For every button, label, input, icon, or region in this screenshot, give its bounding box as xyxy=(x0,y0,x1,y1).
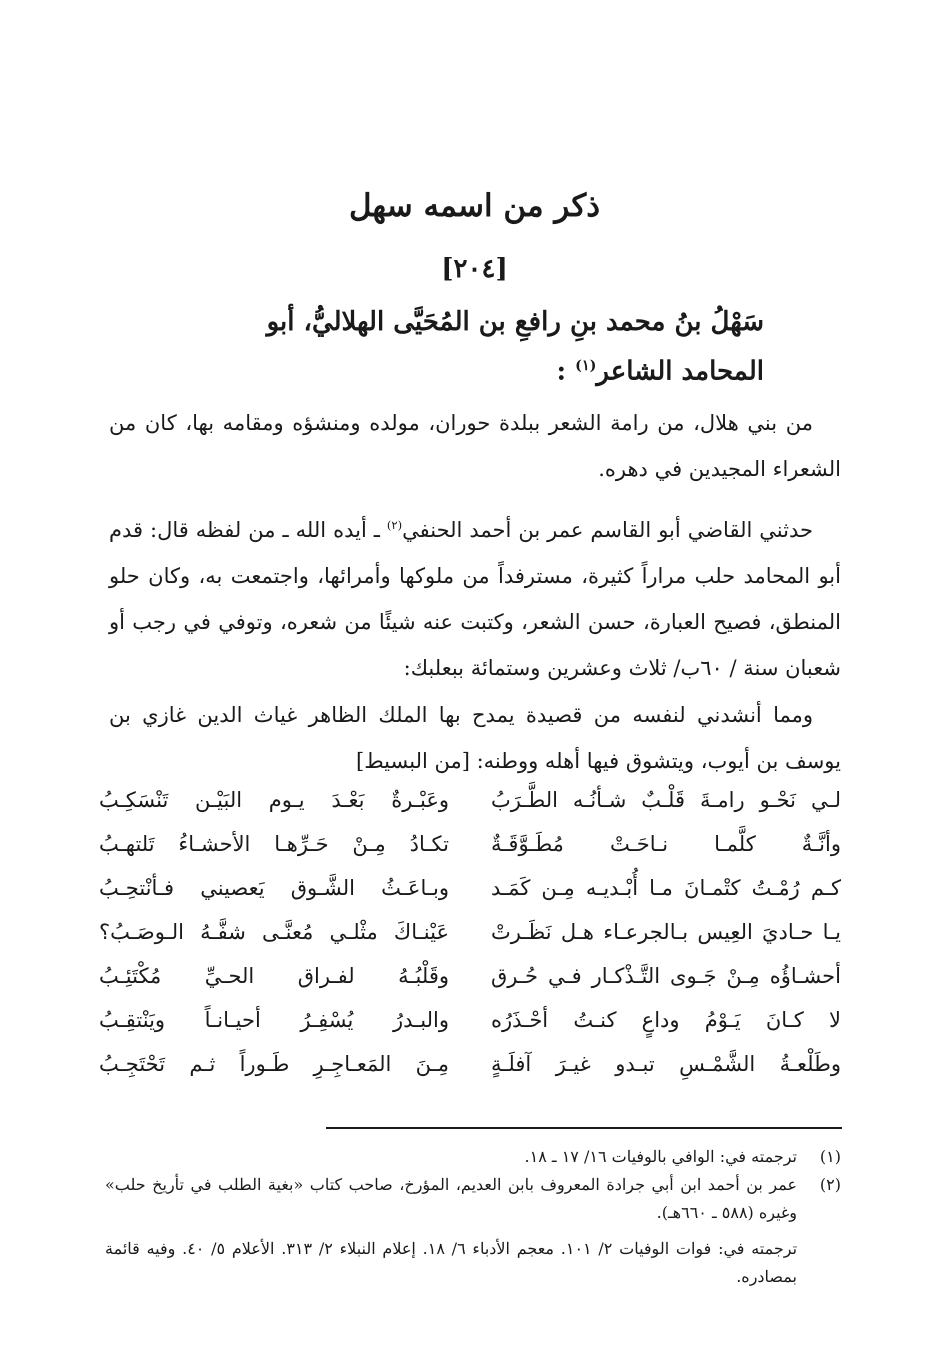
verse-first-hemistich: لـي نَحْـو رامـةَ قَلْـبٌ شـأنُـه الطَّـرَبُ xyxy=(491,788,841,812)
verse-first-hemistich: يـا حـاديَ العِيس بـالجرعـاء هـل نَظَـرتْ xyxy=(491,920,841,944)
verse-first-hemistich: أحشـاؤُه مِـنْ جَـوى التَّـذْكـار فـي حُـرق xyxy=(491,964,841,988)
footnotes xyxy=(105,1143,841,1291)
poem-verse xyxy=(99,1042,841,1086)
entry-heading xyxy=(184,300,764,394)
poem-verse xyxy=(99,910,841,954)
paragraph-narration xyxy=(109,502,841,691)
paragraph-narration-start: حدثني القاضي أبو القاسم عمر بن أحمد الحنفي xyxy=(402,518,813,542)
verse-second-hemistich: مِـنَ المَعـاجِـرِ طَـوراً ثـم تَحْتَجِـبُ xyxy=(99,1052,449,1076)
poem-verse xyxy=(99,778,841,822)
poem-verse xyxy=(99,822,841,866)
verse-first-hemistich: وأنَّـةٌ كلَّمـا نـاحَـتْ مُطَـوَّقَـةٌ xyxy=(491,832,841,856)
entry-number: [٢٠٤] xyxy=(441,254,508,284)
verse-second-hemistich: وقَلْبُـهُ لفـراق الحـيِّ مُكْتَئِـبُ xyxy=(99,964,449,988)
footnote xyxy=(105,1171,841,1227)
paragraph-poem-intro: ومما أنشدني لنفسه من قصيدة يمدح بها الملك الظاهر غياث الدين غازي بن يوسف بن أيوب، ويتشوق فيها أهله ووطنه: [من البسيط] xyxy=(109,703,841,773)
poem-verse xyxy=(99,866,841,910)
paragraph-narration-rest: ـ أيده الله ـ من لفظه قال: قدم أبو المحامد حلب مراراً كثيرة، مسترفداً من ملوكها وأمرائها، واجتمعت به، وكان حلو المنطق، فصيح العبارة، حسن الشعر، وكتبت عنه شيئًا من شعره، وتوفي في رجب أو شعبان سنة / ٦٠ب/ ثلاث وعشرين وستمائة ببعلبك: xyxy=(109,518,841,680)
paragraph-origin: من بني هلال، من رامة الشعر ببلدة حوران، مولده ومنشؤه ومقامه بها، كان من الشعراء المجيدين في دهره. xyxy=(109,411,841,481)
footnote-continuation: ترجمته في: فوات الوفيات ٢/ ١٠١. معجم الأدباء ٦/ ١٨. إعلام النبلاء ٢/ ٣١٣. الأعلام ٥/ ٤٠. وفيه قائمة بمصادره. xyxy=(105,1239,798,1286)
footnote-divider xyxy=(326,1127,842,1129)
section-title: ذكر من اسمه سهل xyxy=(348,188,601,224)
verse-second-hemistich: تكـادُ مِـنْ حَـرِّهـا الأحشـاءُ تَلتهـبُ xyxy=(99,832,449,856)
poem xyxy=(99,778,841,1086)
poem-verse xyxy=(99,998,841,1042)
footnote-ref-1[interactable]: (١) xyxy=(575,358,597,374)
entry-heading-text: سَهْلُ بنُ محمد بنِ رافعِ بن المُحَيَّى الهلاليُّ، أبو المحامد الشاعر xyxy=(266,307,764,387)
verse-second-hemistich: وبـاعَـثُ الشَّـوق يَعصيني فـأنْتحِـبُ xyxy=(99,876,449,900)
footnote-ref-2[interactable]: (٢) xyxy=(386,518,403,532)
verse-first-hemistich: كـم رُمْـتُ كتْمـانَ مـا أُبْـديـه مِـن كَمَـد xyxy=(491,876,841,900)
footnote-number: (٢) xyxy=(819,1175,841,1194)
footnote xyxy=(105,1143,841,1171)
footnote-number: (١) xyxy=(819,1147,841,1166)
footnote-text: عمر بن أحمد ابن أبي جرادة المعروف بابن العديم، المؤرخ، صاحب كتاب «بغية الطلب في تأريخ حلب» وغيره (٥٨٨ ـ ٦٦٠هـ). xyxy=(105,1175,797,1222)
poem-verse xyxy=(99,954,841,998)
verse-first-hemistich: وطَلْعـةُ الشَّمْـسِ تبـدو غيـرَ آفلَـةٍ xyxy=(491,1052,841,1076)
entry-heading-colon: : xyxy=(556,356,567,387)
verse-second-hemistich: والبـدرُ يُسْفِـرُ أحيـانـاً ويَنْتقِـبُ xyxy=(99,1008,449,1032)
verse-second-hemistich: وعَبْـرةٌ بَعْـدَ يـوم البَيْـن تَنْسَكِـبُ xyxy=(99,788,449,812)
footnote-text: ترجمته في: الوافي بالوفيات ١٦/ ١٧ ـ ١٨. xyxy=(524,1147,797,1166)
verse-first-hemistich: لا كـانَ يَـوْمُ وداعٍ كنـتُ أحْـذَرُه xyxy=(491,1008,841,1032)
verse-second-hemistich: عَيْنـاكَ مثْلـي مُعنَّـى شفَّـهُ الـوصَـبُ؟ xyxy=(99,920,449,944)
